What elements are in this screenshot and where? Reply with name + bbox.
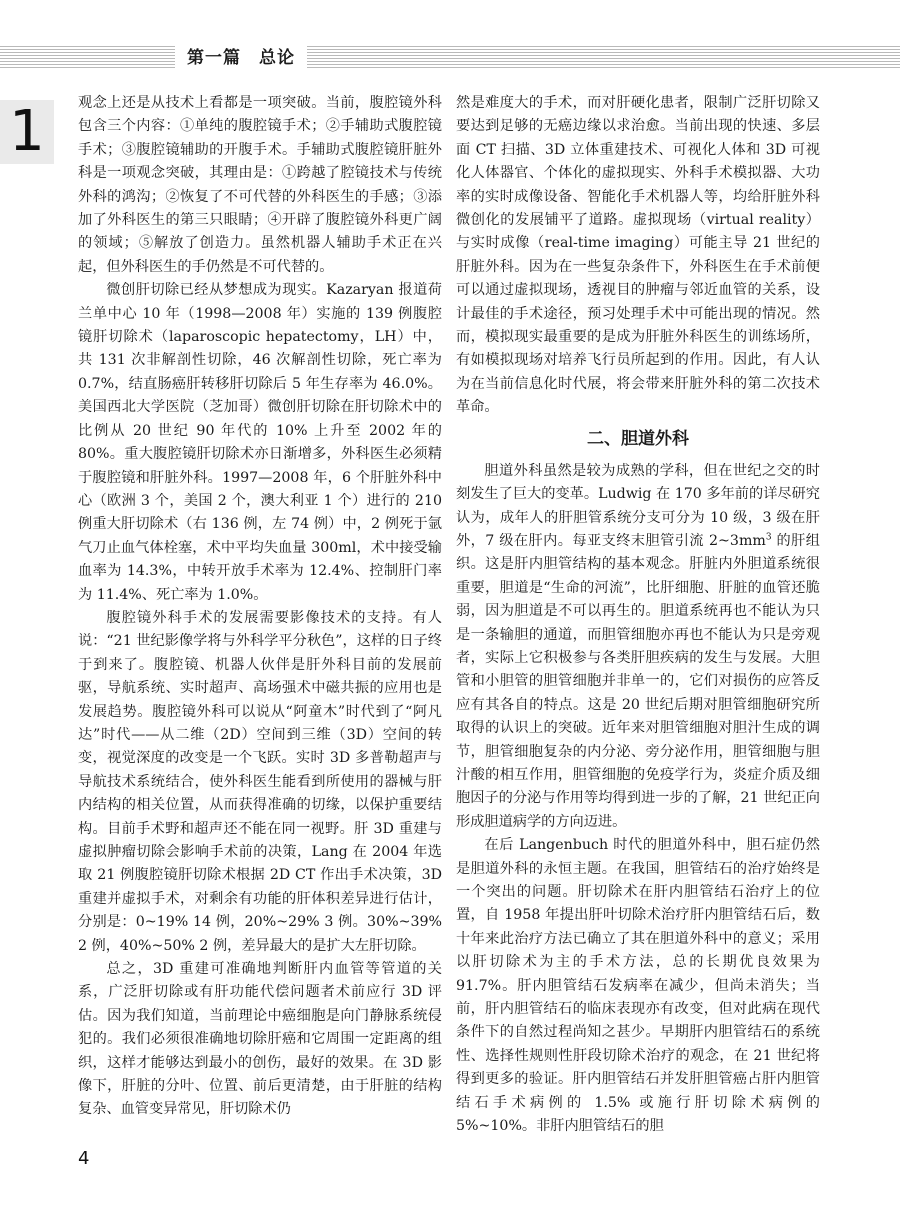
paragraph: 在后 Langenbuch 时代的胆道外科中，胆石症仍然是胆道外科的永恒主题。在我国，胆管结石的治疗始终是一个突出的问题。肝切除术在肝内胆管结石治疗上的位置，自 1958 年提出肝叶切除术治疗肝内胆管结石后，数十年来此治疗方法已确立了其在胆道外科中的意义；采用以肝切除术为主的手术方法，总的长期优良效果为 91.7%。肝内胆管结石发病率在减少，但尚未消失；当前，肝内胆管结石的临床表现亦有改变，但对此病在现代条件下的自然过程尚知之甚少。早期肝内胆管结石的系统性、选择性规则性肝段切除术治疗的观念，在 21 世纪将得到更多的验证。肝内胆管结石并发肝胆管癌占肝内胆管结石手术病例的 1.5% 或施行肝切除术病例的 5%~10%。非肝内胆管结石的胆 [456,837,820,1135]
header-section-title: 第一篇 总论 [175,44,307,72]
paragraph-text: 胆道外科虽然是较为成熟的学科，但在世纪之交的时刻发生了巨大的变革。Ludwig 在 170 多年前的详尽研究认为，成年人的肝胆管系统分支可分为 10 级，3 级在肝外，7 级在肝内。每亚支终末胆管引流 2~3mm [456,462,820,549]
right-column [456,92,820,1138]
paragraph [456,460,820,835]
paragraph-text: 的肝组织。这是肝内胆管结构的基本观念。肝脏内外胆道系统很重要，胆道是“生命的河流”，比肝细胞、肝脏的血管还脆弱，因为胆道是不可以再生的。胆道系统再也不能认为只是一条输胆的通道，而胆管细胞亦再也不能认为只是旁观者，实际上它积极参与各类肝胆疾病的发生与发展。大胆管和小胆管的胆管细胞并非单一的，它们对损伤的应答反应有其各自的特点。这是 20 世纪后期对胆管细胞研究所取得的认识上的突破。近年来对胆管细胞对胆汁生成的调节，胆管细胞复杂的内分泌、旁分泌作用，胆管细胞与胆汁酸的相互作用，胆管细胞的免疫学行为，炎症介质及细胞因子的分泌与作用等均得到进一步的了解，21 世纪正向形成胆道病学的方向迈进。 [456,532,820,830]
paragraph: 微创肝切除已经从梦想成为现实。Kazaryan 报道荷兰单中心 10 年（1998—2008 年）实施的 139 例腹腔镜肝切除术（laparoscopic hepatectomy，LH）中，共 131 次非解剖性切除，46 次解剖性切除，死亡率为 0.7%，结直肠癌肝转移肝切除后 5 年生存率为 46.0%。美国西北大学医院（芝加哥）微创肝切除在肝切除术中的比例从 20 世纪 90 年代的 10% 上升至 2002 年的 80%。重大腹腔镜肝切除术亦日渐增多，外科医生必须精于腹腔镜和肝脏外科。1997—2008 年，6 个肝脏外科中心（欧洲 3 个，美国 2 个，澳大利亚 1 个）进行的 210 例重大肝切除术（右 136 例，左 74 例）中，2 例死于氩气刀止血气体栓塞，术中平均失血量 300ml，术中接受输血率为 14.3%，中转开放手术率为 12.4%、控制肝门率为 11.4%、死亡率为 1.0%。 [78,282,442,603]
header-stripe-decoration [0,46,900,70]
paragraph: 观念上还是从技术上看都是一项突破。当前，腹腔镜外科包含三个内容：①单纯的腹腔镜手术；②手辅助式腹腔镜手术；③腹腔镜辅助的开腹手术。手辅助式腹腔镜肝脏外科是一项观念突破，其理由是：①跨越了腔镜技术与传统外科的鸿沟；②恢复了不可代替的外科医生的手感；③添加了外科医生的第三只眼睛；④开辟了腹腔镜外科更广阔的领域；⑤解放了创造力。虽然机器人辅助手术正在兴起，但外科医生的手仍然是不可代替的。 [78,95,442,275]
page-number: 4 [78,1148,90,1169]
paragraph: 总之，3D 重建可准确地判断肝内血管等管道的关系，广泛肝切除或有肝功能代偿问题者术前应行 3D 评估。因为我们知道，当前理论中癌细胞是向门静脉系统侵犯的。我们必须很准确地切除肝癌和它周围一定距离的组织，这样才能够达到最小的创伤，最好的效果。在 3D 影像下，肝脏的分叶、位置、前后更清楚，由于肝脏的结构复杂、血管变异常见，肝切除术仍 [78,961,442,1118]
paragraph: 然是难度大的手术，而对肝硬化患者，限制广泛肝切除又要达到足够的无癌边缘以求治愈。当前出现的快速、多层面 CT 扫描、3D 立体重建技术、可视化人体和 3D 可视化人体器官、个体化的虚拟现实、外科手术模拟器、大功率的实时成像设备、智能化手术机器人等，均给肝脏外科微创化的发展铺平了道路。虚拟现场（virtual reality）与实时成像（real-time imaging）可能主导 21 世纪的肝脏外科。因为在一些复杂条件下，外科医生在手术前便可以通过虚拟现场，透视目的肿瘤与邻近血管的关系，设计最佳的手术途径，预习处理手术中可能出现的情况。然而，模拟现实最重要的是成为肝脏外科医生的训练场所，有如模拟现场对培养飞行员所起到的作用。因此，有人认为在当前信息化时代展，将会带来肝脏外科的第二次技术革命。 [456,95,820,416]
left-column [78,92,442,1122]
running-header [0,0,900,74]
chapter-number: 1 [9,99,45,164]
section-heading: 二、胆道外科 [587,428,689,449]
paragraph: 腹腔镜外科手术的发展需要影像技术的支持。有人说：“21 世纪影像学将与外科学平分秋色”，这样的日子终于到来了。腹腔镜、机器人伙伴是肝外科目前的发展前驱，导航系统、实时超声、高场强术中磁共振的应用也是发展趋势。腹腔镜外科可以说从“阿童木”时代到了“阿凡达”时代——从二维（2D）空间到三维（3D）空间的转变，视觉深度的改变是一个飞跃。实时 3D 多普勒超声与导航技术系统结合，使外科医生能看到所使用的器械与肝内结构的相关位置，从而获得准确的切缘，以保护重要结构。目前手术野和超声还不能在同一视野。肝 3D 重建与虚拟肿瘤切除会影响手术前的决策，Lang 在 2004 年选取 21 例腹腔镜肝切除术根据 2D CT 作出手术决策，3D 重建并虚拟手术，对剩余有功能的肝体积差异进行估计，分别是：0~19% 14 例，20%~29% 3 例。30%~39% 2 例，40%~50% 2 例，差异最大的是扩大左肝切除。 [78,609,442,954]
superscript: 3 [765,532,772,543]
